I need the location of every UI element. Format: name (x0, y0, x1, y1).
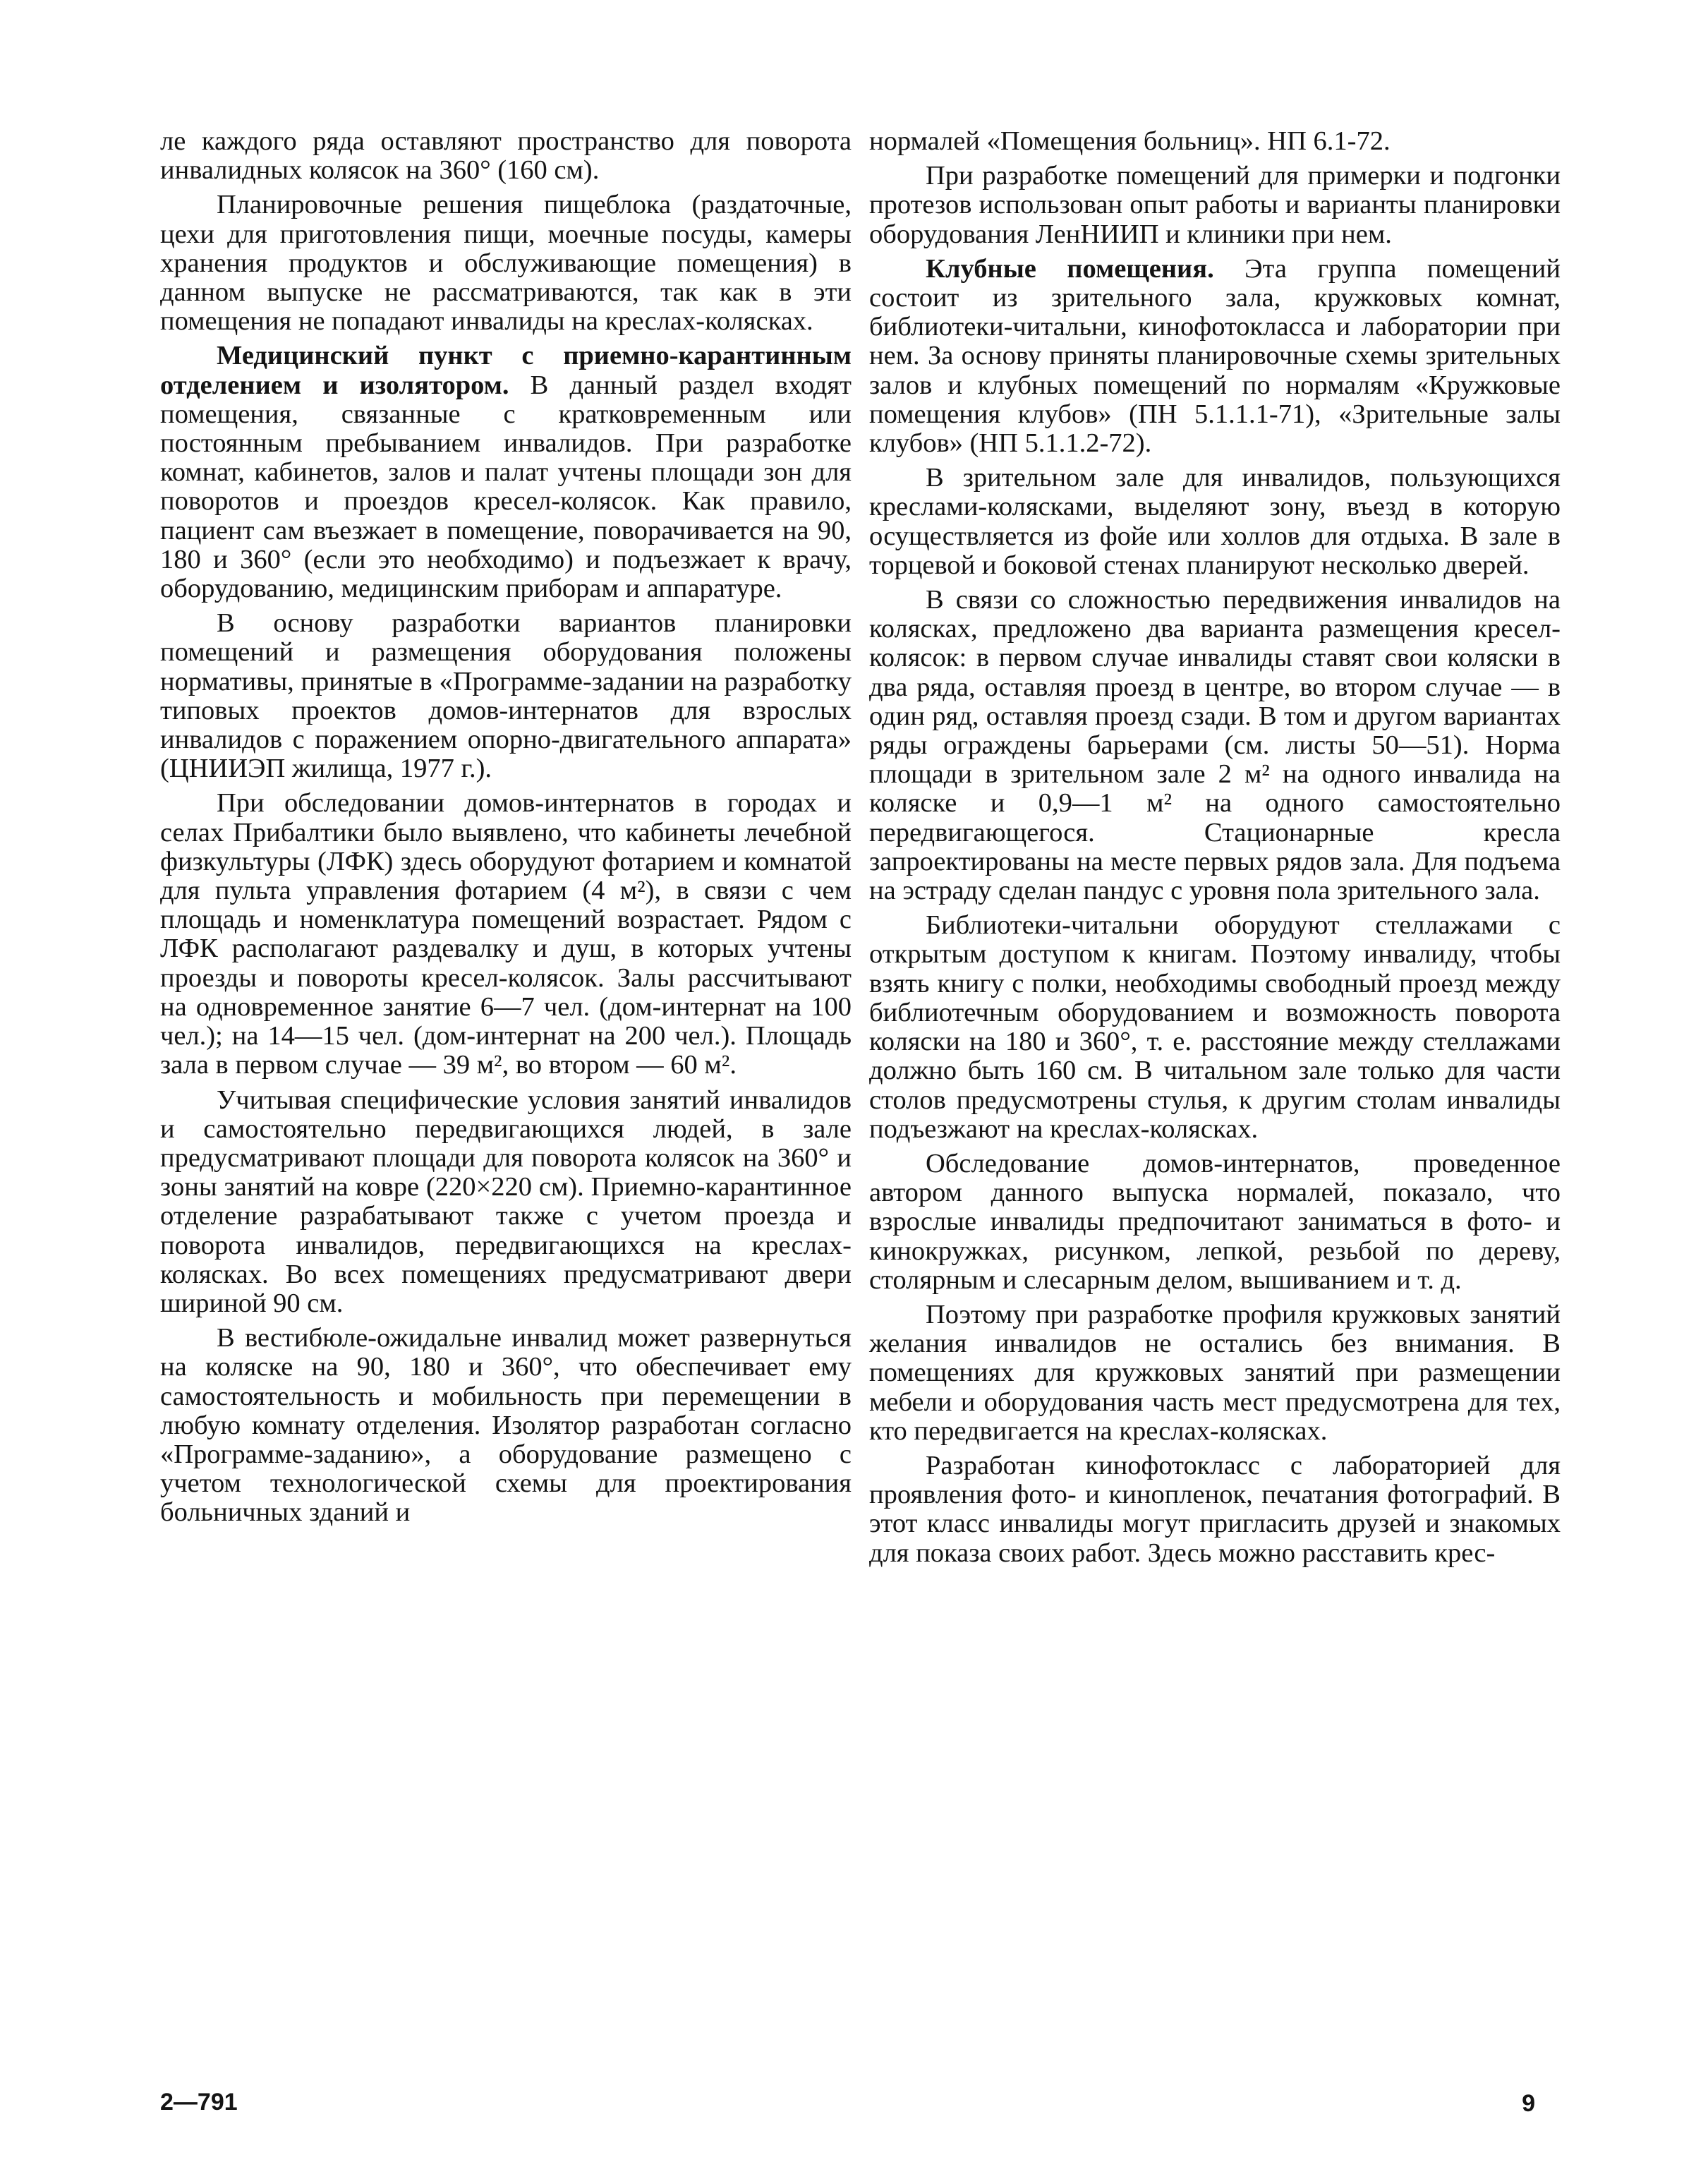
paragraph: Планировочные решения пищеблока (раздаточные, цехи для приготовления пищи, моечные посуды, камеры хранения продуктов и обслуживающие помещения) в данном выпуске не рассматриваются, так как в эти помещения не попадают инвалиды на креслах-колясках. (160, 190, 852, 337)
paragraph (160, 342, 852, 603)
paragraph: Разработан кинофотокласс с лабораторией для проявления фото- и кинопленок, печатания фотографий. В этот класс инвалиды могут пригласить друзей и знакомых для показа своих работ. Здесь можно расставить крес- (869, 1450, 1561, 1568)
right-text-column (869, 127, 1561, 1574)
left-text-column (160, 127, 852, 1533)
paragraph: Учитывая специфические условия занятий инвалидов и самостоятельно передвигающихся людей, в зале предусматривают площади для поворота колясок на 360° и зоны занятий на ковре (220×220 см). Приемно-карантинное отделение разрабатывают также с учетом проезда и поворота инвалидов, передвигающихся на креслах-колясках. Во всех помещениях предусматривают двери шириной 90 см. (160, 1085, 852, 1318)
paragraph (869, 255, 1561, 458)
paragraph: В зрительном зале для инвалидов, пользующихся креслами-колясками, выделяют зону, въезд в которую осуществляется из фойе или холлов для отдыха. В зале в торцевой и боковой стенах планируют несколько дверей. (869, 463, 1561, 580)
paragraph: В связи со сложностью передвижения инвалидов на колясках, предложено два варианта размещения кресел-колясок: в первом случае инвалиды ставят свои коляски в два ряда, оставляя проезд в центре, во втором случае — в один ряд, оставляя проезд сзади. В том и другом вариантах ряды ограждены барьерами (см. листы 50—51). Норма площади в зрительном зале 2 м² на одного инвалида на коляске и 0,9—1 м² на одного самостоятельно передвигающегося. Стационарные кресла запроектированы на месте первых рядов зала. Для подъема на эстраду сделан пандус с уровня пола зрительного зала. (869, 585, 1561, 906)
paragraph: При разработке помещений для примерки и подгонки протезов использован опыт работы и варианты планировки оборудования ЛенНИИП и клиники при нем. (869, 161, 1561, 249)
page-number: 9 (1522, 2090, 1535, 2117)
paragraph: Обследование домов-интернатов, проведенное автором данного выпуска нормалей, показало, что взрослые инвалиды предпочитают заниматься в фото- и кинокружках, рисунком, лепкой, резьбой по дереву, столярным и слесарным делом, вышиванием и т. д. (869, 1148, 1561, 1295)
paragraph: ле каждого ряда оставляют пространство для поворота инвалидных колясок на 360° (160 см). (160, 126, 852, 186)
paragraph-text: В данный раздел входят помещения, связанные с кратковременным или постоянным пребыванием инвалидов. При разработке комнат, кабинетов, залов и палат учтены площади зон для поворотов и проездов кресел-колясок. Как правило, пациент сам въезжает в помещение, поворачивается на 90, 180 и 360° (если это необходимо) и подъезжает к врачу, оборудованию, медицинским приборам и аппаратуре. (160, 370, 852, 604)
paragraph: В вестибюле-ожидальне инвалид может развернуться на коляске на 90, 180 и 360°, что обеспечивает ему самостоятельность и мобильность при перемещении в любую комнату отделения. Изолятор разработан согласно «Программе-заданию», а оборудование размещено с учетом технологической схемы для проектирования больничных зданий и (160, 1323, 852, 1528)
paragraph: В основу разработки вариантов планировки помещений и размещения оборудования положены нормативы, принятые в «Программе-задании на разработку типовых проектов домов-интернатов для взрослых инвалидов с поражением опорно-двигательного аппарата» (ЦНИИЭП жилища, 1977 г.). (160, 608, 852, 784)
signature-mark: 2—791 (160, 2089, 238, 2115)
paragraph-text: Эта группа помещений состоит из зрительного зала, кружковых комнат, библиотеки-читальни, кинофотокласса и лаборатории при нем. За основу приняты планировочные схемы зрительных залов и клубных помещений по нормалям «Кружковые помещения клубов» (ПН 5.1.1.1-71), «Зрительные залы клубов» (НП 5.1.1.2-72). (869, 253, 1561, 459)
paragraph: При обследовании домов-интернатов в городах и селах Прибалтики было выявлено, что кабинеты лечебной физкультуры (ЛФК) здесь оборудуют фотарием и комнатой для пульта управления фотарием (4 м²), в связи с чем площадь и номенклатура помещений возрастает. Рядом с ЛФК располагают раздевалку и душ, в которых учтены проезды и повороты кресел-колясок. Залы рассчитывают на одновременное занятие 6—7 чел. (дом-интернат на 100 чел.); на 14—15 чел. (дом-интернат на 200 чел.). Площадь зала в первом случае — 39 м², во втором — 60 м². (160, 788, 852, 1080)
section-heading: Клубные помещения. (926, 253, 1214, 284)
section-heading: Медицинский пункт с приемно-карантинным отделением и изолятором. (160, 341, 852, 400)
paragraph: нормалей «Помещения больниц». НП 6.1-72. (869, 126, 1391, 156)
paragraph: Поэтому при разработке профиля кружковых занятий желания инвалидов не остались без внимания. В помещениях для кружковых занятий при размещении мебели и оборудования часть мест предусмотрена для тех, кто передвигается на креслах-колясках. (869, 1299, 1561, 1446)
paragraph: Библиотеки-читальни оборудуют стеллажами с открытым доступом к книгам. Поэтому инвалиду, чтобы взять книгу с полки, необходимы свободный проезд между библиотечным оборудованием и возможность поворота коляски на 180 и 360°, т. е. расстояние между стеллажами должно быть 160 см. В читальном зале только для части столов предусмотрены стулья, к другим столам инвалиды подъезжают на креслах-колясках. (869, 910, 1561, 1144)
